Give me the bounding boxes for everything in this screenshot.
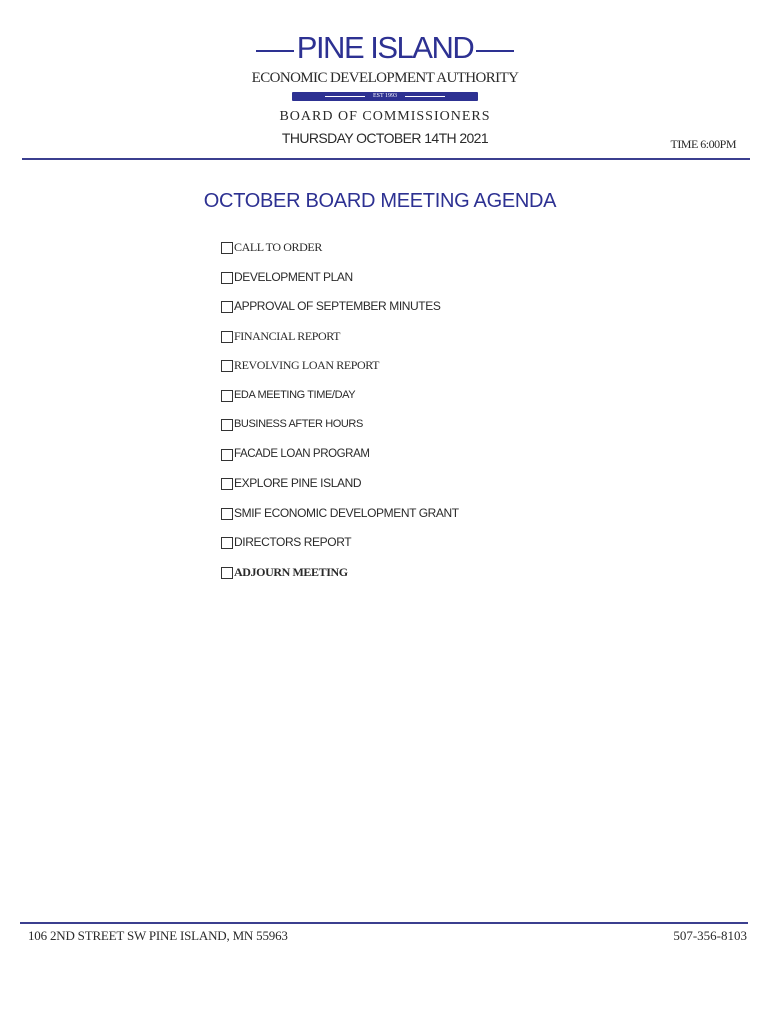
- agenda-item-label: EDA MEETING TIME/DAY: [234, 388, 356, 401]
- est-left-line: [325, 96, 365, 98]
- agenda-item-label: SMIF ECONOMIC DEVELOPMENT GRANT: [234, 505, 459, 520]
- agenda-item-label: APPROVAL OF SEPTEMBER MINUTES: [234, 299, 441, 313]
- checkbox[interactable]: [221, 242, 233, 254]
- checkbox[interactable]: [221, 567, 233, 579]
- agenda-item-label: FINANCIAL REPORT: [234, 328, 341, 343]
- checkbox[interactable]: [221, 508, 233, 520]
- checkbox[interactable]: [221, 331, 233, 343]
- agenda-item: [221, 475, 459, 505]
- org-subtitle: ECONOMIC DEVELOPMENT AUTHORITY: [251, 70, 519, 86]
- agenda-item: [221, 357, 459, 387]
- meeting-time: TIME 6:00PM: [670, 137, 736, 151]
- meeting-date: THURSDAY OCTOBER 14TH 2021: [281, 130, 489, 146]
- agenda-item: [221, 239, 459, 269]
- footer-phone: 507-356-8103: [673, 928, 747, 943]
- logo-left-dash: [256, 50, 294, 52]
- agenda-item-label: REVOLVING LOAN REPORT: [234, 358, 380, 372]
- agenda-list: [221, 239, 459, 593]
- agenda-item-label: DIRECTORS REPORT: [234, 535, 352, 549]
- checkbox[interactable]: [221, 478, 233, 490]
- header-divider: [22, 158, 750, 160]
- checkbox[interactable]: [221, 449, 233, 461]
- agenda-item-label: CALL TO ORDER: [234, 240, 322, 254]
- agenda-item: [221, 564, 459, 594]
- agenda-item: [221, 416, 459, 446]
- org-logo-title: [0, 30, 770, 66]
- agenda-item: [221, 269, 459, 299]
- agenda-item: [221, 298, 459, 328]
- agenda-item-label: ADJOURN MEETING: [234, 564, 348, 579]
- footer-divider: [20, 922, 748, 924]
- checkbox[interactable]: [221, 360, 233, 372]
- agenda-item: [221, 534, 459, 564]
- board-heading: BOARD OF COMMISSIONERS: [279, 109, 491, 124]
- agenda-item-label: FACADE LOAN PROGRAM: [234, 447, 370, 460]
- est-right-line: [405, 96, 445, 98]
- established-label: EST 1993: [372, 93, 398, 99]
- org-name: PINE ISLAND: [296, 30, 474, 65]
- agenda-item: [221, 505, 459, 535]
- footer-address: 106 2ND STREET SW PINE ISLAND, MN 55963: [28, 928, 288, 943]
- agenda-item: [221, 328, 459, 358]
- logo-right-dash: [476, 50, 514, 52]
- checkbox[interactable]: [221, 537, 233, 549]
- established-bar: [292, 92, 478, 101]
- checkbox[interactable]: [221, 272, 233, 284]
- checkbox[interactable]: [221, 390, 233, 402]
- agenda-item-label: DEVELOPMENT PLAN: [234, 269, 353, 284]
- agenda-item: [221, 446, 459, 476]
- agenda-item-label: EXPLORE PINE ISLAND: [234, 476, 362, 490]
- agenda-title: OCTOBER BOARD MEETING AGENDA: [203, 190, 557, 212]
- checkbox[interactable]: [221, 301, 233, 313]
- checkbox[interactable]: [221, 419, 233, 431]
- agenda-item: [221, 387, 459, 417]
- agenda-item-label: BUSINESS AFTER HOURS: [234, 418, 363, 430]
